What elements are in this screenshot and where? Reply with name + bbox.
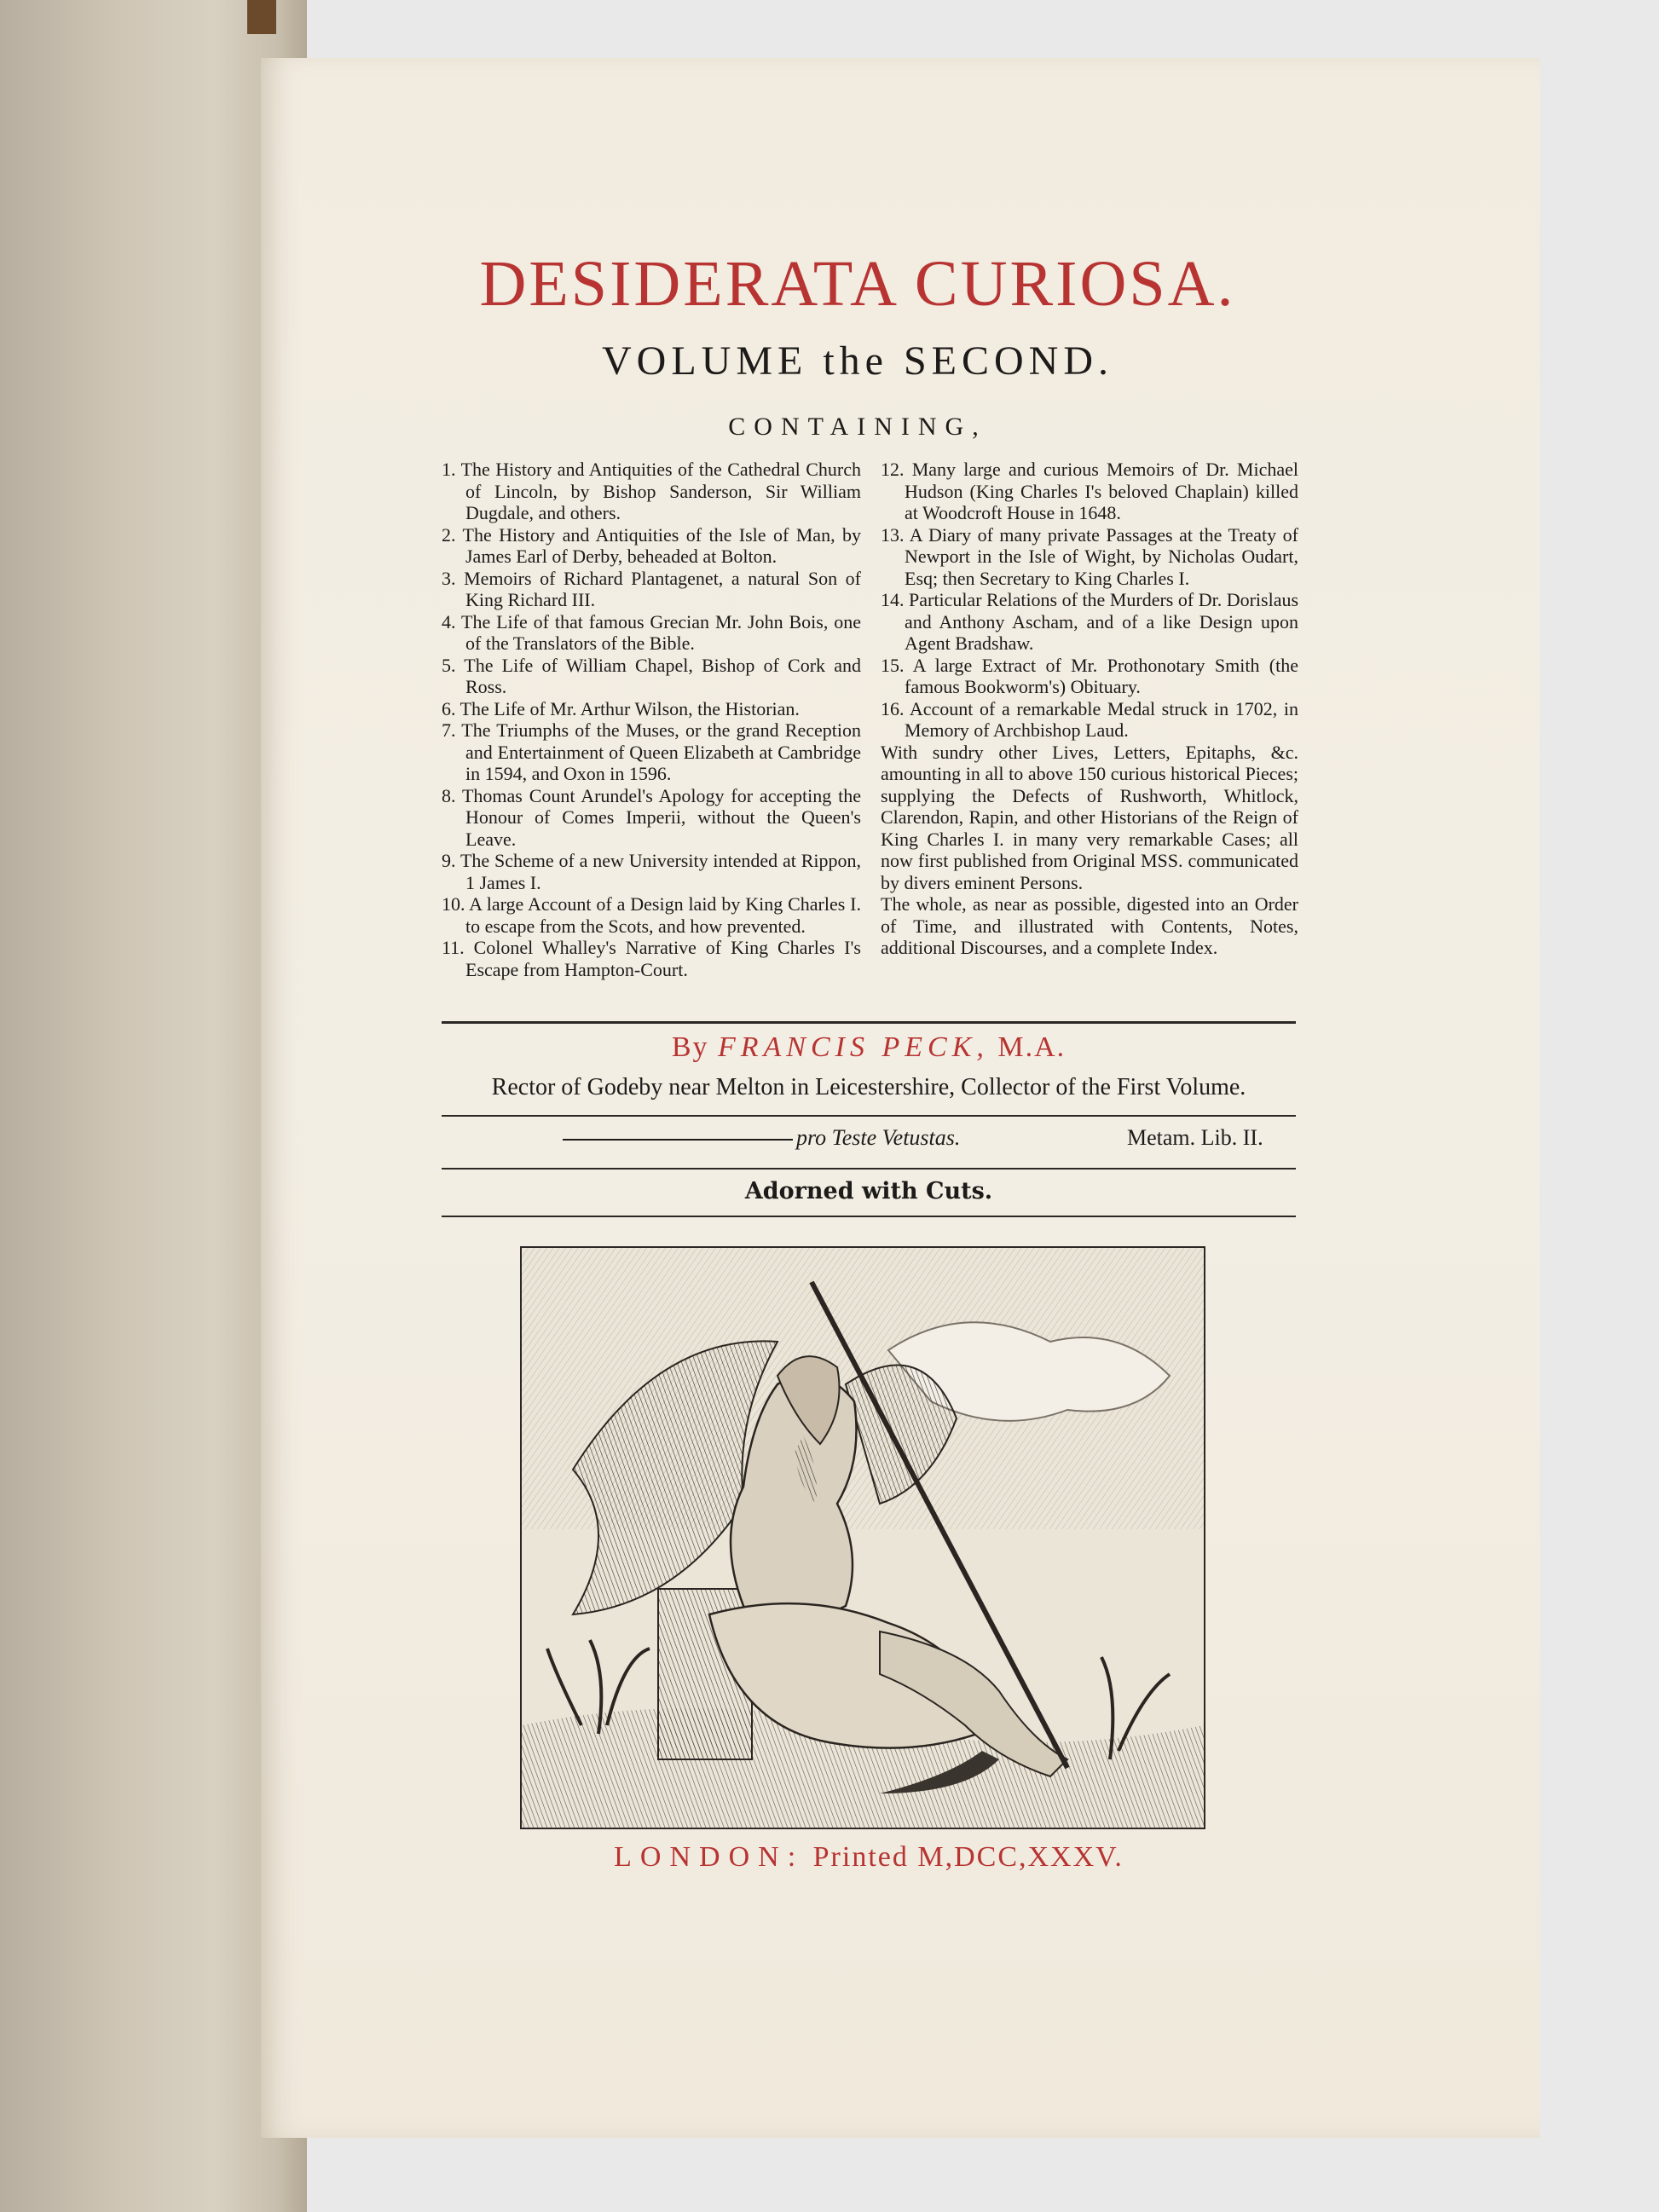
- author-name: FRANCIS PECK,: [718, 1031, 989, 1063]
- imprint-date: Printed M,DCC,XXXV.: [812, 1841, 1124, 1873]
- contents-item: 13. A Diary of many private Passages at the Treaty of Newport in the Isle of Wight, by Nicholas Oudart, Esq; then Secretary to King Charles I.: [881, 523, 1298, 589]
- by-label: By: [671, 1031, 709, 1063]
- author-degree: M.A.: [997, 1031, 1066, 1063]
- spine-band: [247, 0, 276, 34]
- contents-item: 14. Particular Relations of the Murders of Dr. Dorislaus and Anthony Ascham, and of a like Design upon Agent Bradshaw.: [881, 589, 1299, 654]
- motto-line: [563, 1125, 960, 1151]
- contents-paragraph: The whole, as near as possible, digested into an Order of Time, and illustrated with Contents, Notes, additional Discourses, and a complete Index.: [881, 893, 1298, 958]
- contents-item: 12. Many large and curious Memoirs of Dr. Michael Hudson (King Charles I's beloved Chaplain) killed at Woodcroft House in 1648.: [881, 459, 1298, 523]
- author-line: [442, 1031, 1296, 1064]
- engraving-father-time: [520, 1246, 1205, 1829]
- imprint-city: LONDON:: [614, 1841, 805, 1873]
- adorned-note: Adorned with Cuts.: [744, 1178, 993, 1204]
- contents-item: 11. Colonel Whalley's Narrative of King Charles I's Escape from Hampton-Court.: [442, 937, 861, 980]
- rector-line: Rector of Godeby near Melton in Leicestershire, Collector of the First Volume.: [491, 1074, 1246, 1100]
- containing-heading: CONTAINING,: [728, 413, 987, 441]
- book-title: DESIDERATA CURIOSA.: [479, 248, 1236, 320]
- motto-dash: [563, 1139, 793, 1141]
- contents-item: 5. The Life of William Chapel, Bishop of Cork and Ross.: [442, 654, 861, 697]
- contents-item: 1. The History and Antiquities of the Cathedral Church of Lincoln, by Bishop Sanderson, Sir William Dugdale, and others.: [442, 459, 861, 523]
- motto-source: Metam. Lib. II.: [1127, 1125, 1263, 1150]
- contents-item: 8. Thomas Count Arundel's Apology for accepting the Honour of Comes Imperii, without the Queen's Leave.: [442, 784, 861, 850]
- contents-paragraph: With sundry other Lives, Letters, Epitaphs, &c. amounting in all to above 150 curious historical Pieces; supplying the Defects of Rushworth, Whitlock, Clarendon, Rapin, and other Historians of the Reign of King Charles I. in many very remarkable Cases; all now first published from Original MSS. communicated by divers eminent Persons.: [881, 741, 1298, 893]
- contents-item: 16. Account of a remarkable Medal struck in 1702, in Memory of Archbishop Laud.: [881, 697, 1298, 741]
- rule-motto: [442, 1168, 1296, 1170]
- contents-item: 4. The Life of that famous Grecian Mr. John Bois, one of the Translators of the Bible.: [442, 610, 861, 654]
- imprint-line: [442, 1841, 1296, 1874]
- contents-item: 9. The Scheme of a new University intended at Rippon, 1 James I.: [442, 850, 861, 893]
- contents-item: 7. The Triumphs of the Muses, or the grand Reception and Entertainment of Queen Elizabeth at Cambridge in 1594, and Oxon in 1596.: [442, 719, 861, 784]
- contents-item: 3. Memoirs of Richard Plantagenet, a natural Son of King Richard III.: [442, 567, 861, 610]
- contents-item: 6. The Life of Mr. Arthur Wilson, the Historian.: [442, 697, 800, 719]
- contents-item: 15. A large Extract of Mr. Prothonotary Smith (the famous Bookworm's) Obituary.: [881, 654, 1298, 697]
- rule-top: [442, 1021, 1296, 1024]
- rule-adorned: [442, 1216, 1296, 1217]
- motto-text: pro Teste Vetustas.: [796, 1125, 961, 1150]
- engraving-illustration: [522, 1248, 1204, 1828]
- rule-author: [442, 1115, 1296, 1117]
- contents-item: 10. A large Account of a Design laid by King Charles I. to escape from the Scots, and how prevented.: [442, 893, 861, 937]
- contents-item: 2. The History and Antiquities of the Isle of Man, by James Earl of Derby, beheaded at Bolton.: [442, 523, 861, 567]
- contents-left-column: [442, 459, 861, 980]
- volume-heading: VOLUME the SECOND.: [602, 338, 1113, 384]
- contents-right-column: [881, 459, 1298, 959]
